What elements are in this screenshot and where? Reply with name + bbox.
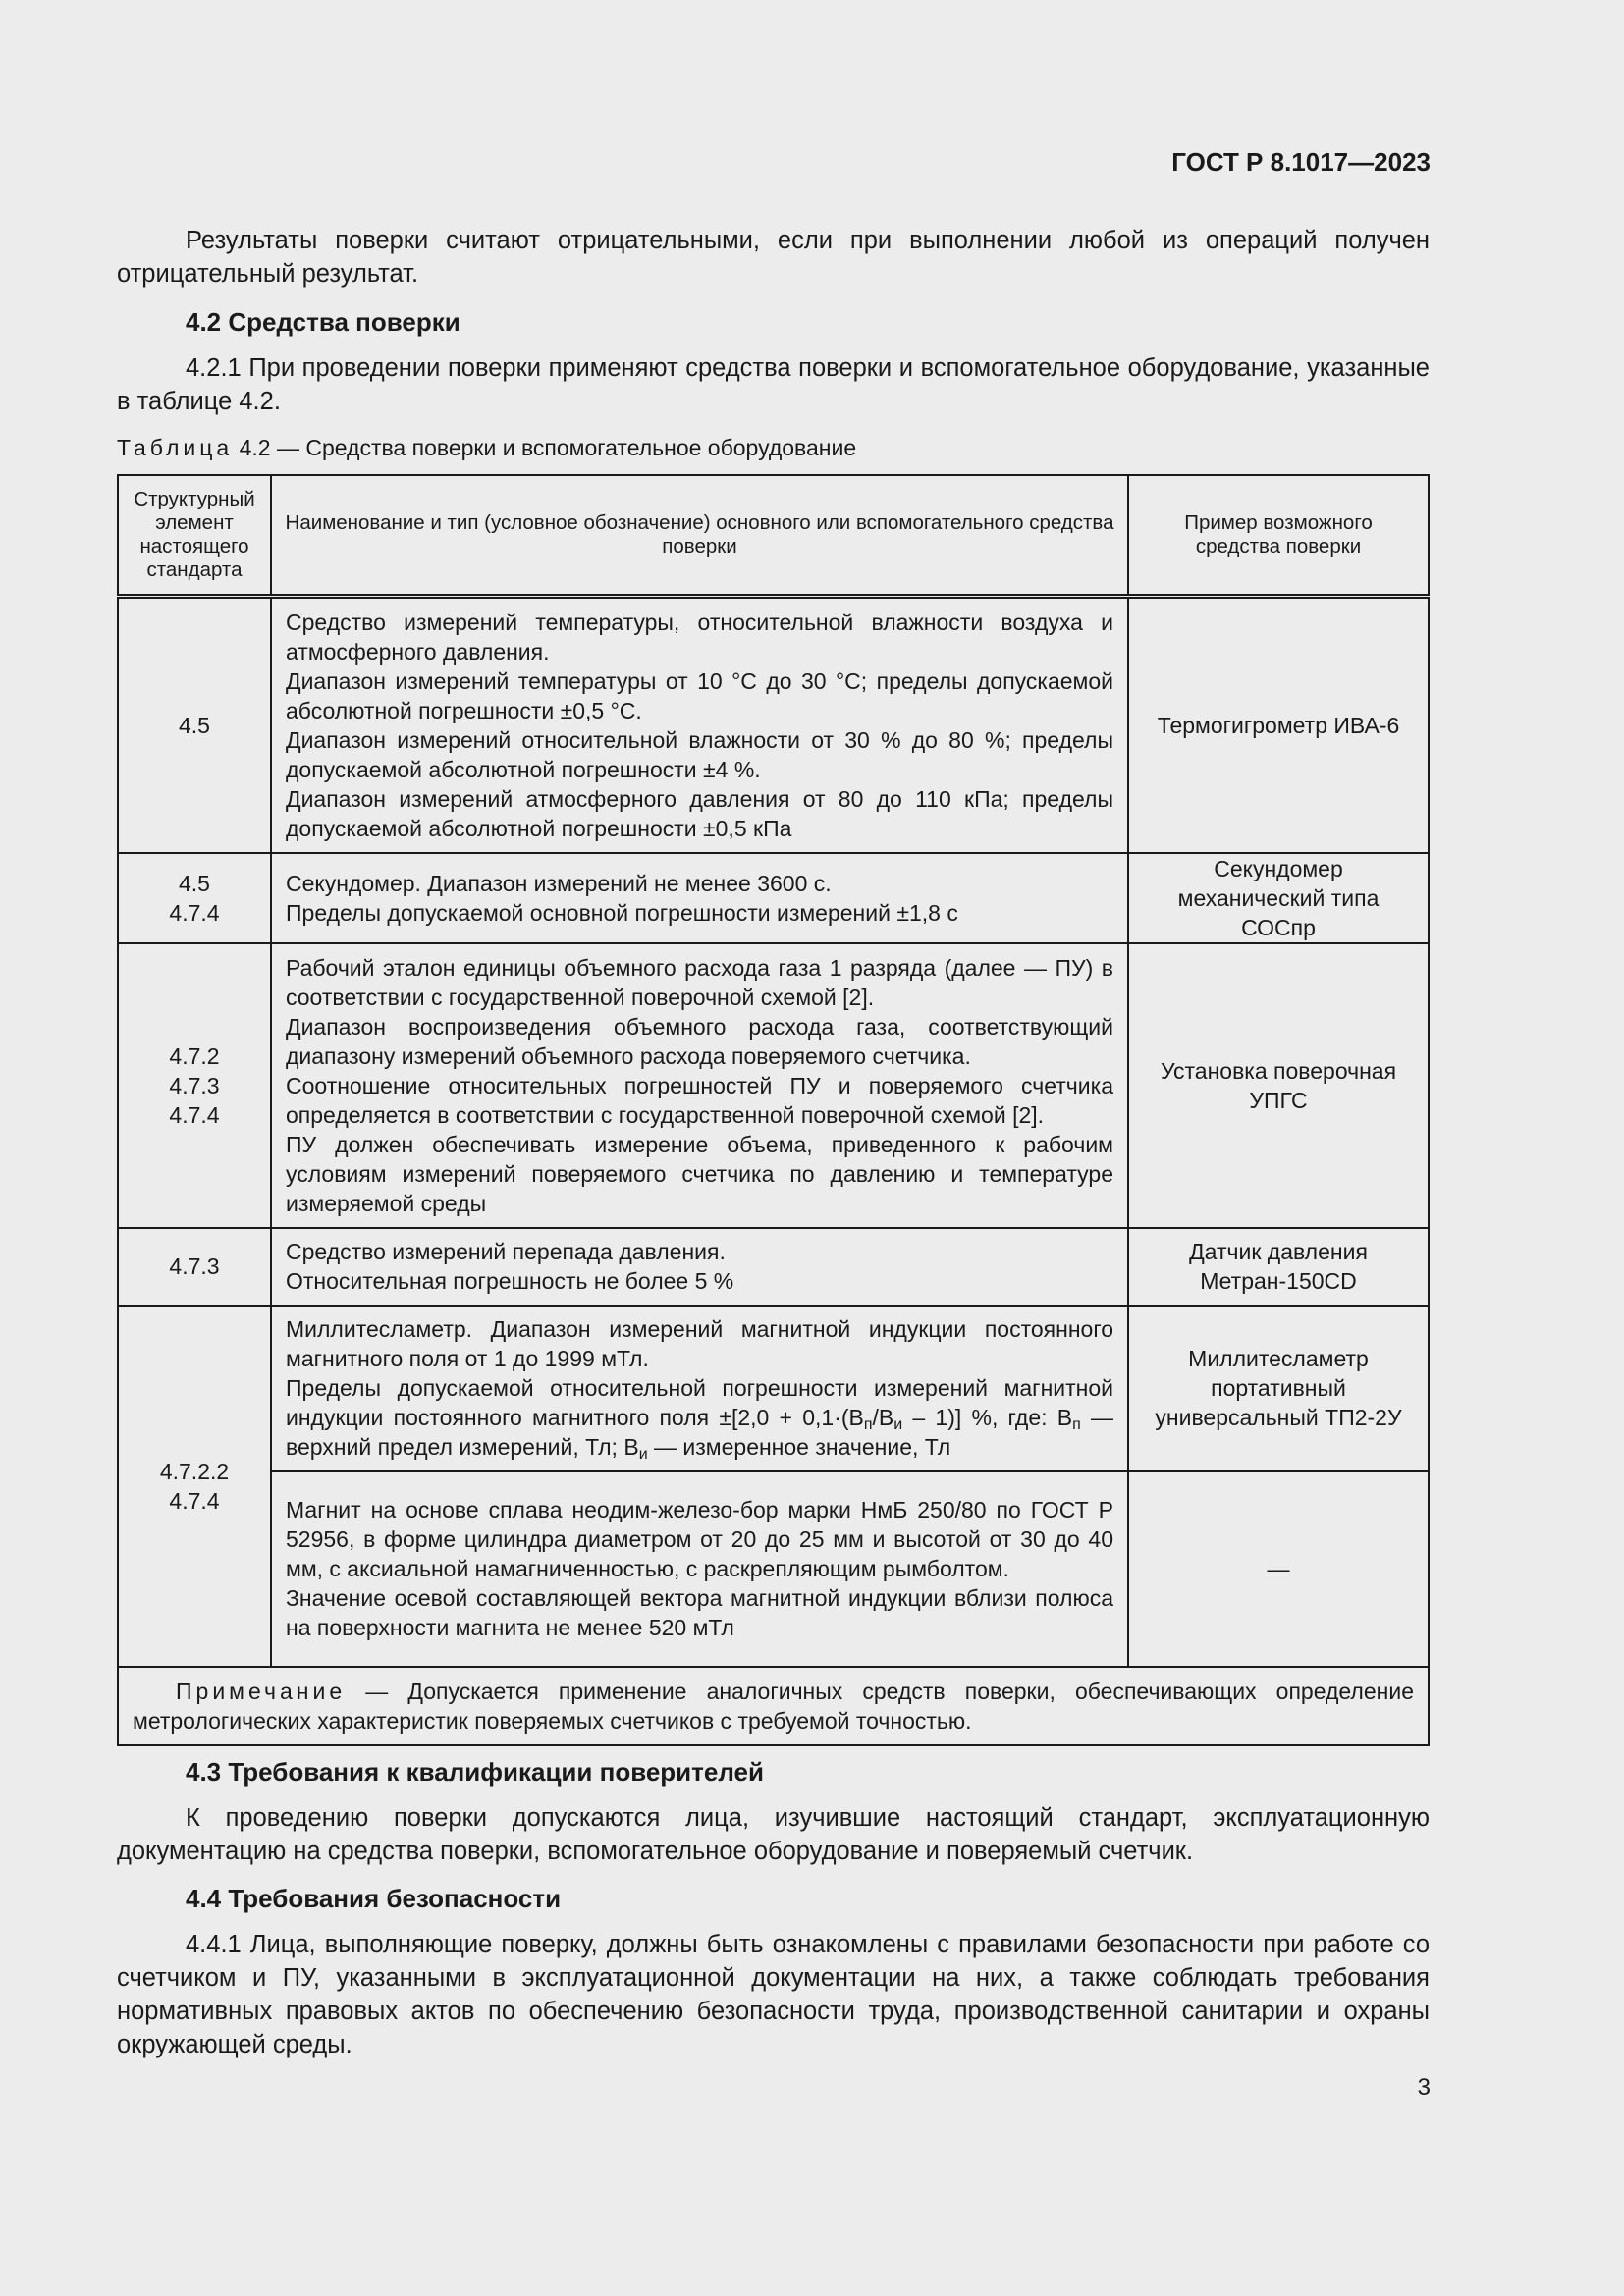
table-note-row (118, 1667, 1429, 1745)
section-heading-4-2: 4.2 Средства поверки (186, 307, 460, 337)
note-text: — Допускается применение аналогичных средств поверки, обеспечивающих определение метрологических характеристик поверяемых счетчиков с требуемой точностью. (133, 1678, 1414, 1734)
ref-line: 4.7.4 (169, 899, 220, 926)
row-example: — (1128, 1471, 1429, 1667)
desc-line: Средство измерений перепада давления. (286, 1239, 726, 1264)
section-heading-4-3: 4.3 Требования к квалификации поверителей (186, 1757, 764, 1787)
row-description (271, 853, 1128, 943)
desc-line (286, 1373, 1113, 1462)
ref-line: 4.7.2.2 (159, 1458, 230, 1484)
row-ref: 4.5 (118, 597, 271, 853)
desc-line: Диапазон измерений относительной влажности от 30 % до 80 %; пределы допускаемой абсолютной погрешности ±4 %. (286, 726, 1113, 782)
formula-part: — верхний предел измерений, Тл; B (286, 1405, 1113, 1460)
verification-tools-table (117, 474, 1430, 1746)
formula-part: — измеренное значение, Тл (647, 1434, 951, 1460)
header-name-type: Наименование и тип (условное обозначение) основного или вспомогательного средства поверки (271, 475, 1128, 597)
row-description (271, 1306, 1128, 1471)
row-ref: 4.7.3 (118, 1228, 271, 1306)
table-row (118, 1471, 1429, 1667)
desc-line: Магнит на основе сплава неодим-железо-бор марки НмБ 250/80 по ГОСТ Р 52956, в форме цилиндра диаметром от 20 до 25 мм и высотой от 30 до 40 мм, с аксиальной намагниченностью, с раскрепляющим рымболтом. (286, 1497, 1113, 1581)
standard-designation: ГОСТ Р 8.1017—2023 (1171, 147, 1431, 177)
ref-line: 4.5 (179, 870, 210, 896)
header-example: Пример возможного средства поверки (1128, 475, 1429, 597)
row-ref (118, 1306, 271, 1667)
note-word: Примечание (176, 1678, 347, 1704)
table-caption (117, 431, 856, 464)
formula-part: Пределы допускаемой относительной погрешности измерений магнитной индукции постоянного магнитного поля ±[2,0 + 0,1·(B (286, 1375, 1113, 1430)
formula-subscript: и (893, 1416, 903, 1433)
desc-line: Пределы допускаемой основной погрешности измерений ±1,8 с (286, 899, 958, 926)
ref-line: 4.7.4 (169, 1487, 220, 1514)
table-caption-rest: 4.2 — Средства поверки и вспомогательное оборудование (233, 435, 857, 460)
formula-subscript: и (638, 1446, 648, 1463)
table-row (118, 943, 1429, 1228)
desc-line: Относительная погрешность не более 5 % (286, 1268, 734, 1294)
row-example: Датчик давления Метран-150CD (1128, 1228, 1429, 1306)
table-row (118, 1228, 1429, 1306)
paragraph-4-2-1: 4.2.1 При проведении поверки применяют средства поверки и вспомогательное оборудование, указанные в таблице 4.2. (117, 354, 1430, 415)
desc-line: Средство измерений температуры, относительной влажности воздуха и атмосферного давления. (286, 609, 1113, 665)
table-row (118, 597, 1429, 853)
row-description (271, 597, 1128, 853)
row-example: Миллитесламетр портативный универсальный ТП2-2У (1128, 1306, 1429, 1471)
paragraph-4-3: К проведению поверки допускаются лица, изучившие настоящий стандарт, эксплуатационную документацию на средства поверки, вспомогательное оборудование и поверяемый счетчик. (117, 1804, 1430, 1865)
row-example: Секундомер механический типа СОСпр (1128, 853, 1429, 943)
desc-line: Рабочий эталон единицы объемного расхода газа 1 разряда (далее — ПУ) в соответствии с государственной поверочной схемой [2]. (286, 954, 1113, 1010)
row-description (271, 1228, 1128, 1306)
row-ref (118, 943, 271, 1228)
desc-line: ПУ должен обеспечивать измерение объема, приведенного к рабочим условиям измерений поверяемого счетчика по давлению и температуре измеряемой среды (286, 1131, 1113, 1216)
desc-line: Диапазон измерений температуры от 10 °С до 30 °С; пределы допускаемой абсолютной погрешности ±0,5 °С. (286, 667, 1113, 723)
row-description (271, 943, 1128, 1228)
formula-part: /B (872, 1405, 894, 1430)
desc-line: Соотношение относительных погрешностей ПУ и поверяемого счетчика определяется в соответствии с государственной поверочной схемой [2]. (286, 1072, 1113, 1128)
formula-subscript: п (1072, 1416, 1081, 1433)
table-caption-word: Таблица (117, 435, 234, 460)
row-example: Установка поверочная УПГС (1128, 943, 1429, 1228)
desc-line: Значение осевой составляющей вектора магнитной индукции вблизи полюса на поверхности магнита не менее 520 мТл (286, 1585, 1113, 1640)
paragraph-intro: Результаты поверки считают отрицательными, если при выполнении любой из операций получен отрицательный результат. (117, 227, 1430, 288)
header-structural-element: Структурный элемент настоящего стандарта (118, 475, 271, 597)
table-row (118, 853, 1429, 943)
ref-line: 4.7.4 (169, 1101, 220, 1128)
table-row (118, 1306, 1429, 1471)
row-example: Термогигрометр ИВА-6 (1128, 597, 1429, 853)
formula-subscript: п (863, 1416, 873, 1433)
desc-line: Диапазон воспроизведения объемного расхода газа, соответствующий диапазону измерений объемного расхода поверяемого счетчика. (286, 1013, 1113, 1069)
desc-line: Диапазон измерений атмосферного давления от 80 до 110 кПа; пределы допускаемой абсолютной погрешности ±0,5 кПа (286, 785, 1113, 841)
table-note (118, 1667, 1429, 1745)
ref-line: 4.7.3 (169, 1072, 220, 1098)
section-heading-4-4: 4.4 Требования безопасности (186, 1884, 562, 1913)
formula-part: – 1)] %, где: B (902, 1405, 1073, 1430)
row-description (271, 1471, 1128, 1667)
desc-line: Секундомер. Диапазон измерений не менее 3600 с. (286, 870, 832, 896)
row-ref (118, 853, 271, 943)
page-number: 3 (1417, 2074, 1431, 2101)
desc-line: Миллитесламетр. Диапазон измерений магнитной индукции постоянного магнитного поля от 1 до 1999 мТл. (286, 1316, 1113, 1371)
ref-line: 4.7.2 (169, 1042, 220, 1069)
table-header-row (118, 475, 1429, 597)
paragraph-4-4-1: 4.4.1 Лица, выполняющие поверку, должны быть ознакомлены с правилами безопасности при работе со счетчиком и ПУ, указанными в эксплуатационной документации на них, а также соблюдать требования нормативных правовых актов по обеспечению безопасности труда, производственной санитарии и охраны окружающей среды. (117, 1931, 1430, 2058)
